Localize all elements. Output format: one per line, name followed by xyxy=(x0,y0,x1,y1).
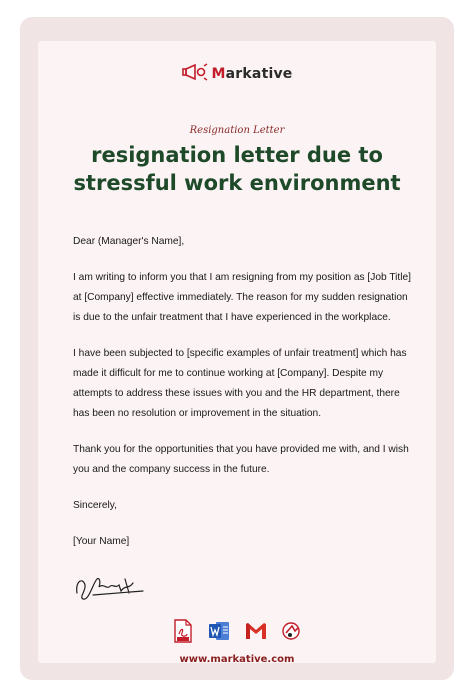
word-icon[interactable] xyxy=(208,619,230,643)
markative-icon[interactable] xyxy=(280,619,302,643)
document-frame xyxy=(20,17,454,680)
document-subtitle: Resignation Letter xyxy=(189,125,285,136)
title-line-2: stressful work environment xyxy=(73,171,401,195)
document-title xyxy=(38,141,436,197)
letter-paragraph-1: I am writing to inform you that I am resigning from my position as [Job Title] at [Company] effective immediately. The reason for my sudden resignation is due to the unfair treatment that I have experienced in the workplace. xyxy=(73,272,412,323)
handwritten-signature xyxy=(73,571,153,607)
letter-closing: Sincerely, xyxy=(73,500,117,511)
letter-body xyxy=(73,232,416,568)
pdf-icon[interactable] xyxy=(172,619,194,643)
letter-paragraph-3: Thank you for the opportunities that you have provided me with, and I wish you and the company success in the future. xyxy=(73,444,409,475)
footer-url[interactable]: www.markative.com xyxy=(179,654,295,665)
markative-logo xyxy=(38,63,436,85)
gmail-icon[interactable] xyxy=(244,619,266,643)
brand-name: Markative xyxy=(211,66,293,82)
letter-greeting: Dear (Manager's Name], xyxy=(73,236,185,247)
letter-signature-name: [Your Name] xyxy=(73,536,130,547)
megaphone-icon xyxy=(182,63,208,85)
title-line-1: resignation letter due to xyxy=(91,143,383,167)
download-icons xyxy=(38,619,436,643)
letter-card xyxy=(38,41,436,663)
letter-paragraph-2: I have been subjected to [specific examples of unfair treatment] which has made it difficult for me to continue working at [Company]. Despite my attempts to address these issues with you and the HR department, there has been no resolution or improvement in the situation. xyxy=(73,348,407,419)
